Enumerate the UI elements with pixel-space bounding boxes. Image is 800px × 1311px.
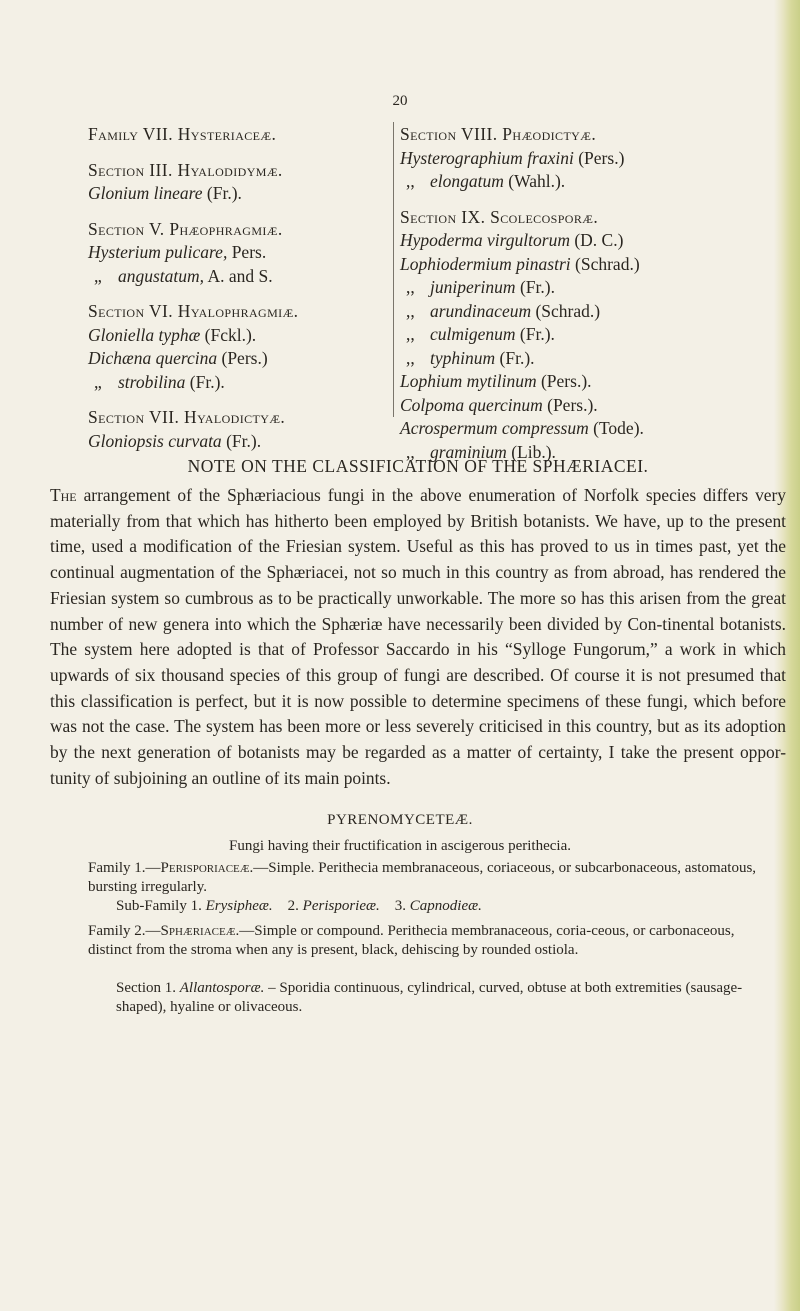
ditto-mark: ,, — [406, 347, 415, 368]
section-heading: Section VI. Hyalophragmiæ. — [88, 301, 299, 321]
species-name: elongatum — [430, 171, 504, 191]
paragraph-body: arrangement of the Sphæriacious fungi in the above enumeration of Norfolk species differs very materially from that which has hitherto been employed by British botanists. We have, up to the present time, used a modification of the Friesian system. Useful as this has proved to us in times past, yet the continual augmentation of the Sphæriacei, not so much in this country as from abroad, has rendered the Friesian system so cumbrous as to be practically unworkable. The more so has this arisen from the great number of new genera into which the Sphæriæ have necessarily been divided by Con-tinental botanists. The system here adopted is that of Professor Saccardo in his “Sylloge Fungorum,” a work in which upwards of six thousand species of this group of fungi are described. Of course it is not presumed that this classification is perfect, but it is now possible to determine specimens of these fungi, which before was not the case. The system has been more or less severely criticised in this country, but as its adoption by the next generation of botanists may be regarded as a matter of certainty, I take the present oppor-tunity of subjoining an outline of its main points. — [50, 485, 786, 788]
species-name: Acrospermum compressum — [400, 418, 589, 438]
note-paragraph — [50, 483, 786, 791]
species-authority: (Pers.) — [573, 147, 625, 168]
species-authority: (Wahl.). — [503, 171, 566, 191]
species-authority: (Fr.). — [202, 183, 242, 203]
species-name: Gloniopsis curvata — [88, 430, 222, 451]
section-description: – Sporidia continuous, cylindrical, curved, obtuse at both extremities (sausage-shaped), hyaline or olivaceous. — [116, 980, 743, 1015]
species-authority: (Fr.). — [221, 430, 262, 451]
section-name: Allantosporæ. — [179, 980, 265, 996]
subfamily-number: 2. — [287, 898, 299, 914]
family-label: Family 1.— — [88, 860, 161, 876]
section-heading: Section V. Phæophragmiæ. — [88, 218, 283, 239]
page-number: 20 — [392, 93, 408, 109]
species-name: Dichæna quercina — [88, 348, 218, 368]
species-authority: (Schrad.) — [570, 253, 640, 274]
lead-word: The — [50, 485, 77, 505]
subfamily-label: Sub-Family 1. — [116, 898, 202, 914]
family-2-entry — [88, 922, 760, 960]
ditto-mark: ,, — [406, 441, 415, 462]
species-name: strobilina — [118, 371, 186, 392]
note-title: NOTE ON THE CLASSIFICATION OF THE SPHÆRIACEI. — [187, 456, 649, 476]
species-entry — [400, 300, 770, 324]
ditto-mark: „ — [94, 265, 102, 286]
pyrenomycetes-definition: Fungi having their fructification in ascigerous perithecia. — [229, 838, 571, 854]
species-name: culmigenum — [430, 324, 516, 344]
species-name: arundinaceum — [430, 300, 532, 321]
species-entry — [88, 347, 388, 371]
species-name: Gloniella typhæ — [88, 324, 201, 345]
species-name: Hysterographium fraxini — [400, 147, 574, 168]
species-name: Hypoderma virgultorum — [400, 230, 570, 250]
species-authority: (Pers.). — [536, 371, 592, 391]
species-authority: (Fr.). — [515, 277, 555, 297]
species-authority: Pers. — [227, 242, 267, 262]
species-entry — [88, 182, 388, 206]
family-heading: Family VII. Hysteriaceæ. — [88, 124, 277, 144]
pyrenomycetes-heading: PYRENOMYCETEÆ. — [327, 812, 473, 828]
section-heading: Section IX. Scolecosporæ. — [400, 206, 599, 227]
column-divider — [393, 122, 394, 417]
species-entry — [400, 370, 770, 394]
species-authority: (Schrad.) — [531, 300, 601, 321]
species-authority: (Fr.). — [515, 324, 555, 344]
species-entry — [400, 347, 770, 371]
family-label: Family 2.— — [88, 923, 161, 939]
species-authority: (Tode). — [588, 418, 644, 438]
section-heading: Section VIII. Phæodictyæ. — [400, 124, 597, 144]
ditto-mark: ,, — [406, 277, 415, 297]
species-name: Colpoma quercinum — [400, 394, 543, 415]
species-name: Lophium mytilinum — [400, 371, 537, 391]
species-entry — [400, 417, 770, 441]
section-label: Section 1. — [116, 980, 176, 996]
species-entry — [88, 265, 388, 289]
species-authority: (Fr.). — [495, 347, 535, 368]
species-name: Hysterium pulicare, — [88, 242, 228, 262]
species-entry — [88, 430, 388, 454]
species-name: Lophiodermium pinastri — [400, 253, 571, 274]
species-name: angustatum, — [118, 265, 205, 286]
ditto-mark: ,, — [406, 324, 415, 344]
species-entry — [88, 324, 388, 348]
subfamily-entry — [116, 897, 760, 916]
species-authority: (Pers.). — [542, 394, 598, 415]
left-column — [88, 123, 388, 453]
species-authority: A. and S. — [204, 265, 273, 286]
species-entry — [400, 147, 770, 171]
species-authority: (Fr.). — [185, 371, 225, 392]
species-entry — [400, 253, 770, 277]
species-entry — [400, 323, 770, 347]
family-description: —Simple. Perithecia membranaceous, coriaceous, or subcarbonaceous, astomatous, bursting irregularly. — [88, 860, 757, 895]
ditto-mark: ,, — [406, 171, 415, 191]
family-1-entry — [88, 859, 760, 897]
right-column — [400, 123, 770, 464]
species-name: typhinum — [430, 347, 496, 368]
species-entry — [400, 170, 770, 194]
section-heading: Section VII. Hyalodictyæ. — [88, 407, 286, 427]
species-entry — [88, 371, 388, 395]
section-heading: Section III. Hyalodidymæ. — [88, 159, 283, 180]
species-name: graminium — [430, 441, 507, 462]
subfamily-number: 3. — [394, 898, 407, 914]
species-entry — [88, 241, 388, 265]
section-1-entry — [116, 979, 760, 1017]
ditto-mark: „ — [94, 371, 102, 392]
species-name: Glonium lineare — [88, 183, 203, 203]
subfamily-item: Perisporieæ. — [302, 898, 380, 914]
subfamily-item: Erysipheæ. — [205, 898, 273, 914]
subfamily-item: Capnodieæ. — [409, 898, 482, 914]
ditto-mark: ,, — [406, 300, 415, 321]
family-name: Sphæriaceæ. — [160, 923, 240, 939]
species-authority: (Pers.) — [217, 348, 268, 368]
species-name: juniperinum — [430, 277, 516, 297]
species-entry — [400, 229, 770, 253]
species-entry — [400, 394, 770, 418]
species-authority: (D. C.) — [569, 230, 624, 250]
family-name: Perisporiaceæ. — [160, 860, 254, 876]
species-authority: (Lib.). — [506, 441, 556, 462]
family-description: —Simple or compound. Perithecia membranaceous, coria-ceous, or carbonaceous, distinct from the stroma when any is present, black, dehiscing by rounded ostiola. — [88, 923, 735, 958]
species-entry — [400, 276, 770, 300]
species-authority: (Fckl.). — [200, 324, 257, 345]
